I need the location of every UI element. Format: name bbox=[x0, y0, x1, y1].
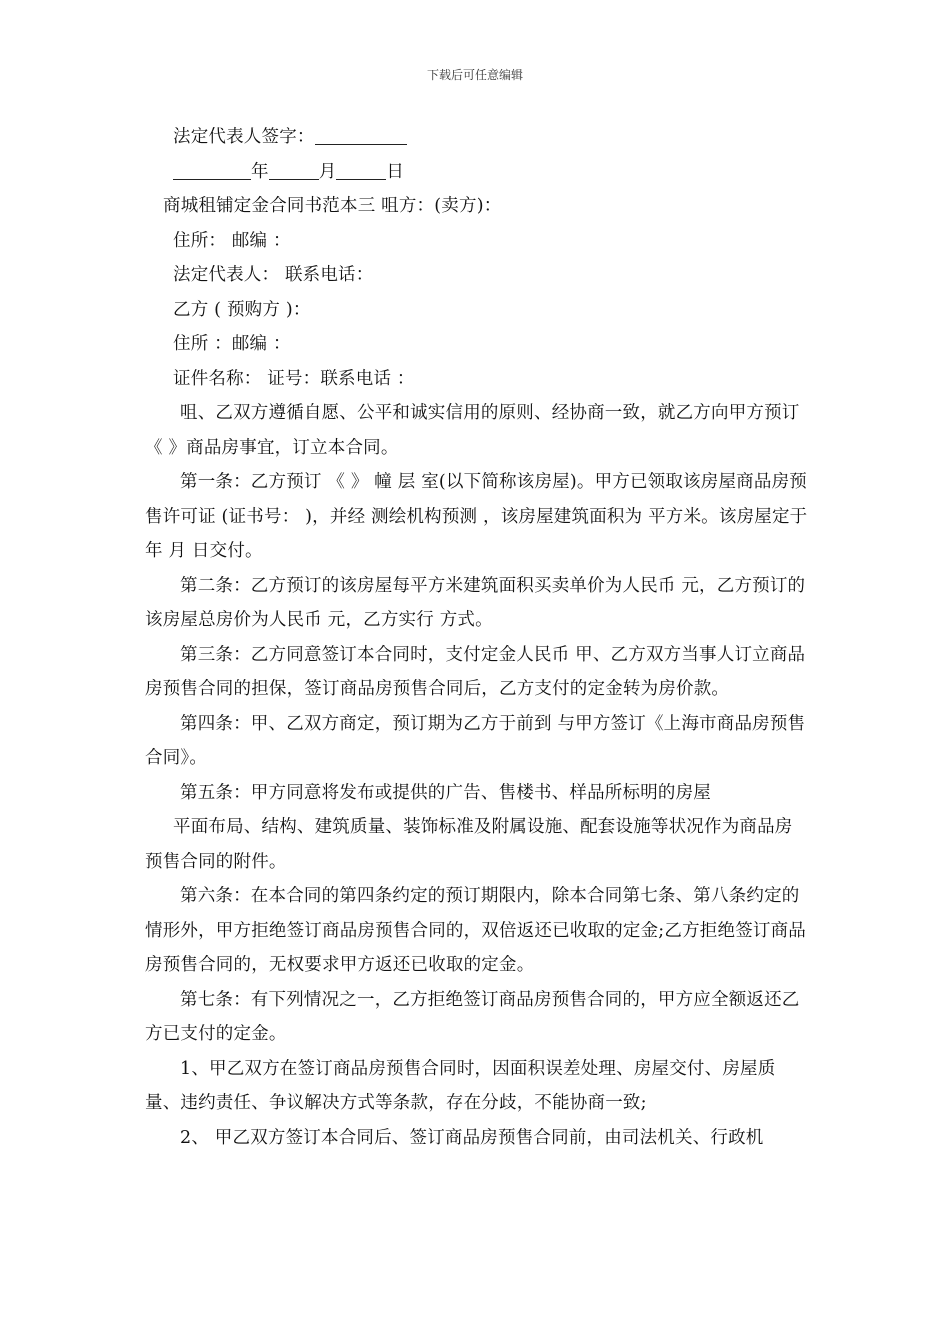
party-a-address: 住所： 邮编 ： bbox=[173, 230, 291, 251]
article-2: 第二条：乙方预订的该房屋每平方米建筑面积买卖单价为人民币 元，乙方预订的该房屋总房价为人民币 元，乙方实行 方式。 bbox=[145, 575, 806, 630]
article-6: 第六条：在本合同的第四条约定的预订期限内，除本合同第七条、第八条约定的情形外，甲方拒绝签订商品房预售合同的，双倍返还已收取的定金;乙方拒绝签订商品房预售合同的，无权要求甲方返还已收取的定金。 bbox=[145, 886, 806, 975]
party-b-id: 证件名称： 证号：联系电话 ： bbox=[173, 368, 415, 389]
day-label: 日 bbox=[386, 161, 405, 182]
signature-line bbox=[145, 120, 810, 155]
year-label: 年 bbox=[251, 161, 269, 182]
party-a-representative: 法定代表人： 联系电话： bbox=[173, 265, 374, 285]
article-5-continued: 平面布局、结构、建筑质量、装饰标准及附属设施、配套设施等状况作为商品房预售合同的附件。 bbox=[145, 817, 793, 872]
article-7: 第七条：有下列情况之一，乙方拒绝签订商品房预售合同的，甲方应全额返还乙方已支付的定金。 bbox=[145, 989, 800, 1044]
party-b-title: 乙方 ( 预购方 )： bbox=[173, 299, 311, 320]
article-1: 第一条：乙方预订 《 》 幢 层 室(以下简称该房屋)。甲方已领取该房屋商品房预售许可证 (证书号： )，并经 测绘机构预测 ，该房屋建筑面积为 平方米。该房屋定于 年 月 日交付。 bbox=[145, 472, 808, 561]
month-blank bbox=[269, 157, 319, 180]
article-7-item-1: 1、甲乙双方在签订商品房预售合同时，因面积误差处理、房屋交付、房屋质量、违约责任、争议解决方式等条款，存在分歧，不能协商一致; bbox=[145, 1058, 776, 1113]
article-5: 第五条：甲方同意将发布或提供的广告、售楼书、样品所标明的房屋 bbox=[180, 782, 711, 803]
month-label: 月 bbox=[318, 161, 337, 182]
signature-blank bbox=[315, 122, 407, 145]
preamble-paragraph: 咀、乙双方遵循自愿、公平和诚实信用的原则、经协商一致，就乙方向甲方预订《 》商品房事宜，订立本合同。 bbox=[145, 403, 800, 458]
date-line bbox=[145, 155, 810, 190]
year-blank bbox=[173, 157, 251, 180]
signature-label: 法定代表人签字： bbox=[173, 127, 315, 147]
day-blank bbox=[336, 157, 386, 180]
article-3: 第三条：乙方同意签订本合同时，支付定金人民币 甲、乙方双方当事人订立商品房预售合同的担保，签订商品房预售合同后，乙方支付的定金转为房价款。 bbox=[145, 644, 806, 699]
article-7-item-2: 2、 甲乙双方签订本合同后、签订商品房预售合同前，由司法机关、行政机 bbox=[180, 1127, 764, 1148]
contract-title-line: 商城租铺定金合同书范本三 咀方：(卖方)： bbox=[163, 196, 502, 216]
contract-body bbox=[145, 120, 810, 1155]
article-4: 第四条：甲、乙双方商定，预订期为乙方于前到 与甲方签订《上海市商品房预售合同》。 bbox=[145, 713, 806, 768]
party-b-address: 住所 ：邮编 ： bbox=[173, 334, 291, 354]
page-header-note: 下载后可任意编辑 bbox=[426, 68, 523, 82]
